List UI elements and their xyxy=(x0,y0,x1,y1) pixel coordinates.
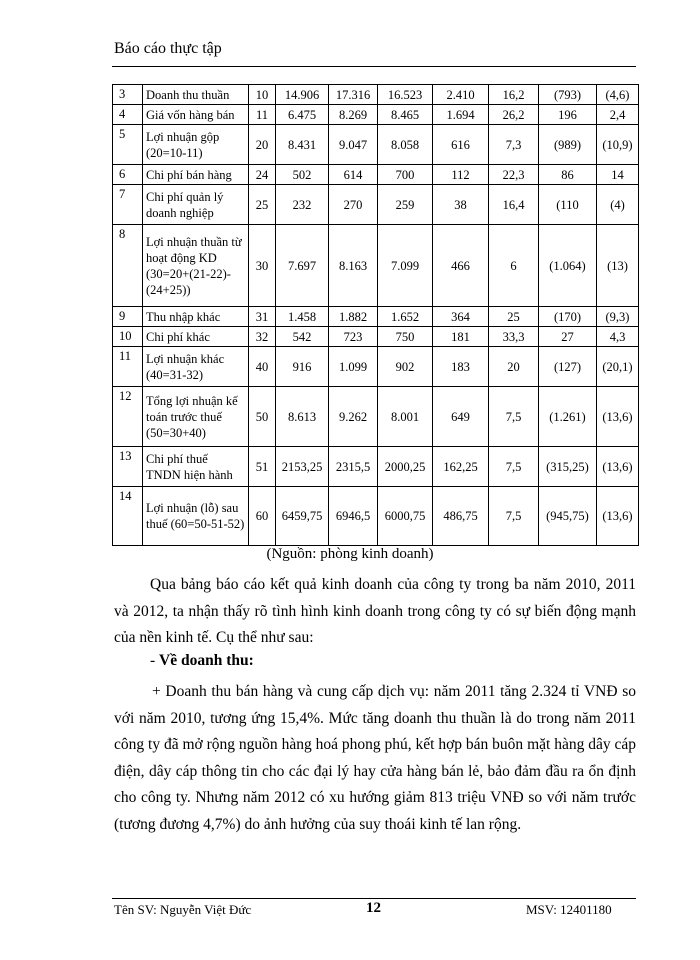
cell-diff2: 27 xyxy=(539,327,597,347)
table-row xyxy=(113,165,639,185)
footer-student-id: MSV: 12401180 xyxy=(526,902,612,917)
cell-y2012: 7.099 xyxy=(378,225,433,307)
cell-diff1: 181 xyxy=(433,327,489,347)
cell-name: Lợi nhuận khác (40=31-32) xyxy=(143,347,249,387)
revenue-analysis-paragraph: + Doanh thu bán hàng và cung cấp dịch vụ: năm 2011 tăng 2.324 tỉ VNĐ so với năm 2010, tương ứng 15,4%. Mức tăng doanh thu thuần là do trong năm 2011 công ty đã mở rộng nguồn hàng hoá phong phú, kết hợp bán buôn mặt hàng dây cáp điện, dây cáp thông tin cho các đại lý hay cửa hàng bán lẻ, bảo đảm đầu ra ổn định cho công ty. Nhưng năm 2012 có xu hướng giảm 813 triệu VNĐ so với năm trước (tương đương 4,7%) do ảnh hưởng của suy thoái kinh tế lan rộng. xyxy=(114,683,636,833)
cell-code: 51 xyxy=(249,447,276,487)
table-row xyxy=(113,105,639,125)
cell-pct1: 7,5 xyxy=(489,447,539,487)
cell-pct2: (4,6) xyxy=(597,85,639,105)
cell-pct1: 7,5 xyxy=(489,387,539,447)
cell-y2012: 16.523 xyxy=(378,85,433,105)
cell-diff2: 196 xyxy=(539,105,597,125)
cell-code: 20 xyxy=(249,125,276,165)
cell-stt: 11 xyxy=(113,347,143,387)
cell-diff2: (1.261) xyxy=(539,387,597,447)
cell-code: 24 xyxy=(249,165,276,185)
cell-code: 10 xyxy=(249,85,276,105)
cell-pct2: (13,6) xyxy=(597,487,639,546)
cell-y2011: 270 xyxy=(329,185,378,225)
cell-y2011: 1.882 xyxy=(329,307,378,327)
table-row xyxy=(113,387,639,447)
cell-diff2: (315,25) xyxy=(539,447,597,487)
cell-y2010: 14.906 xyxy=(276,85,329,105)
cell-diff1: 162,25 xyxy=(433,447,489,487)
table-row xyxy=(113,85,639,105)
cell-pct2: (13,6) xyxy=(597,447,639,487)
cell-diff1: 112 xyxy=(433,165,489,185)
cell-code: 50 xyxy=(249,387,276,447)
cell-name: Lợi nhuận (lỗ) sau thuế (60=50-51-52) xyxy=(143,487,249,546)
cell-pct1: 16,2 xyxy=(489,85,539,105)
cell-y2010: 7.697 xyxy=(276,225,329,307)
header-divider xyxy=(112,66,636,67)
cell-diff2: (989) xyxy=(539,125,597,165)
table-source-note: (Nguồn: phòng kinh doanh) xyxy=(266,546,434,562)
cell-pct2: 2,4 xyxy=(597,105,639,125)
cell-diff2: (127) xyxy=(539,347,597,387)
cell-pct2: 4,3 xyxy=(597,327,639,347)
cell-y2012: 2000,25 xyxy=(378,447,433,487)
cell-name: Giá vốn hàng bán xyxy=(143,105,249,125)
cell-diff1: 466 xyxy=(433,225,489,307)
cell-code: 60 xyxy=(249,487,276,546)
cell-pct2: (10,9) xyxy=(597,125,639,165)
table-row xyxy=(113,347,639,387)
table-row xyxy=(113,307,639,327)
cell-diff1: 649 xyxy=(433,387,489,447)
cell-y2012: 8.465 xyxy=(378,105,433,125)
cell-name: Chi phí khác xyxy=(143,327,249,347)
analysis-paragraph-intro: Qua bảng báo cáo kết quả kinh doanh của công ty trong ba năm 2010, 2011 và 2012, ta nhận thấy rõ tình hình kinh doanh trong công ty có sự biến động mạnh của nền kinh tế. Cụ thể như sau: xyxy=(114,576,636,646)
table-row xyxy=(113,225,639,307)
subheading-text: Về doanh thu: xyxy=(159,652,254,669)
subheading-bullet: - xyxy=(150,652,160,669)
cell-y2010: 542 xyxy=(276,327,329,347)
cell-y2010: 8.613 xyxy=(276,387,329,447)
cell-pct1: 6 xyxy=(489,225,539,307)
cell-y2011: 8.269 xyxy=(329,105,378,125)
cell-name: Lợi nhuận gộp (20=10-11) xyxy=(143,125,249,165)
cell-y2010: 6459,75 xyxy=(276,487,329,546)
cell-y2011: 1.099 xyxy=(329,347,378,387)
cell-pct1: 26,2 xyxy=(489,105,539,125)
cell-name: Chi phí bán hàng xyxy=(143,165,249,185)
footer-page-number: 12 xyxy=(366,900,381,916)
table-row xyxy=(113,487,639,546)
cell-y2012: 6000,75 xyxy=(378,487,433,546)
cell-y2012: 8.001 xyxy=(378,387,433,447)
cell-stt: 9 xyxy=(113,307,143,327)
cell-y2011: 614 xyxy=(329,165,378,185)
cell-name: Tổng lợi nhuận kế toán trước thuế (50=30+40) xyxy=(143,387,249,447)
cell-pct2: (13) xyxy=(597,225,639,307)
cell-code: 25 xyxy=(249,185,276,225)
cell-diff1: 1.694 xyxy=(433,105,489,125)
cell-name: Doanh thu thuần xyxy=(143,85,249,105)
cell-code: 31 xyxy=(249,307,276,327)
cell-y2010: 232 xyxy=(276,185,329,225)
cell-code: 30 xyxy=(249,225,276,307)
cell-diff2: (1.064) xyxy=(539,225,597,307)
table-row xyxy=(113,327,639,347)
table-row xyxy=(113,185,639,225)
cell-y2010: 1.458 xyxy=(276,307,329,327)
cell-code: 32 xyxy=(249,327,276,347)
cell-pct1: 25 xyxy=(489,307,539,327)
cell-y2010: 502 xyxy=(276,165,329,185)
cell-pct1: 7,5 xyxy=(489,487,539,546)
business-results-table xyxy=(112,84,639,546)
cell-pct2: (13,6) xyxy=(597,387,639,447)
cell-y2012: 902 xyxy=(378,347,433,387)
cell-stt: 8 xyxy=(113,225,143,307)
cell-diff2: (793) xyxy=(539,85,597,105)
cell-pct1: 22,3 xyxy=(489,165,539,185)
cell-name: Chi phí quản lý doanh nghiệp xyxy=(143,185,249,225)
cell-y2012: 1.652 xyxy=(378,307,433,327)
cell-diff1: 183 xyxy=(433,347,489,387)
cell-pct1: 7,3 xyxy=(489,125,539,165)
cell-pct2: (4) xyxy=(597,185,639,225)
cell-stt: 14 xyxy=(113,487,143,546)
table-row xyxy=(113,447,639,487)
footer-student-name: Tên SV: Nguyễn Việt Đức xyxy=(114,902,252,917)
cell-stt: 7 xyxy=(113,185,143,225)
cell-pct1: 16,4 xyxy=(489,185,539,225)
cell-y2011: 17.316 xyxy=(329,85,378,105)
cell-stt: 6 xyxy=(113,165,143,185)
cell-y2010: 2153,25 xyxy=(276,447,329,487)
cell-stt: 3 xyxy=(113,85,143,105)
cell-name: Lợi nhuận thuần từ hoạt động KD (30=20+(21-22)-(24+25)) xyxy=(143,225,249,307)
table-body xyxy=(113,85,639,546)
cell-diff2: (110 xyxy=(539,185,597,225)
cell-y2011: 723 xyxy=(329,327,378,347)
cell-y2011: 6946,5 xyxy=(329,487,378,546)
cell-pct1: 20 xyxy=(489,347,539,387)
cell-y2012: 700 xyxy=(378,165,433,185)
cell-diff1: 364 xyxy=(433,307,489,327)
page-header-title: Báo cáo thực tập xyxy=(114,40,222,57)
cell-diff1: 616 xyxy=(433,125,489,165)
cell-stt: 4 xyxy=(113,105,143,125)
cell-pct2: 14 xyxy=(597,165,639,185)
cell-y2012: 259 xyxy=(378,185,433,225)
cell-pct2: (20,1) xyxy=(597,347,639,387)
cell-name: Thu nhập khác xyxy=(143,307,249,327)
cell-y2010: 8.431 xyxy=(276,125,329,165)
cell-y2011: 8.163 xyxy=(329,225,378,307)
cell-diff1: 2.410 xyxy=(433,85,489,105)
cell-diff1: 38 xyxy=(433,185,489,225)
cell-y2011: 2315,5 xyxy=(329,447,378,487)
cell-y2012: 750 xyxy=(378,327,433,347)
cell-y2012: 8.058 xyxy=(378,125,433,165)
cell-y2011: 9.047 xyxy=(329,125,378,165)
cell-stt: 10 xyxy=(113,327,143,347)
cell-diff2: 86 xyxy=(539,165,597,185)
cell-stt: 13 xyxy=(113,447,143,487)
cell-stt: 5 xyxy=(113,125,143,165)
cell-pct2: (9,3) xyxy=(597,307,639,327)
cell-diff1: 486,75 xyxy=(433,487,489,546)
cell-y2011: 9.262 xyxy=(329,387,378,447)
cell-stt: 12 xyxy=(113,387,143,447)
revenue-subheading xyxy=(150,652,254,670)
table-row xyxy=(113,125,639,165)
footer-divider xyxy=(112,898,636,899)
cell-name: Chi phí thuế TNDN hiện hành xyxy=(143,447,249,487)
cell-code: 11 xyxy=(249,105,276,125)
cell-pct1: 33,3 xyxy=(489,327,539,347)
cell-y2010: 916 xyxy=(276,347,329,387)
cell-y2010: 6.475 xyxy=(276,105,329,125)
cell-diff2: (945,75) xyxy=(539,487,597,546)
cell-code: 40 xyxy=(249,347,276,387)
cell-diff2: (170) xyxy=(539,307,597,327)
